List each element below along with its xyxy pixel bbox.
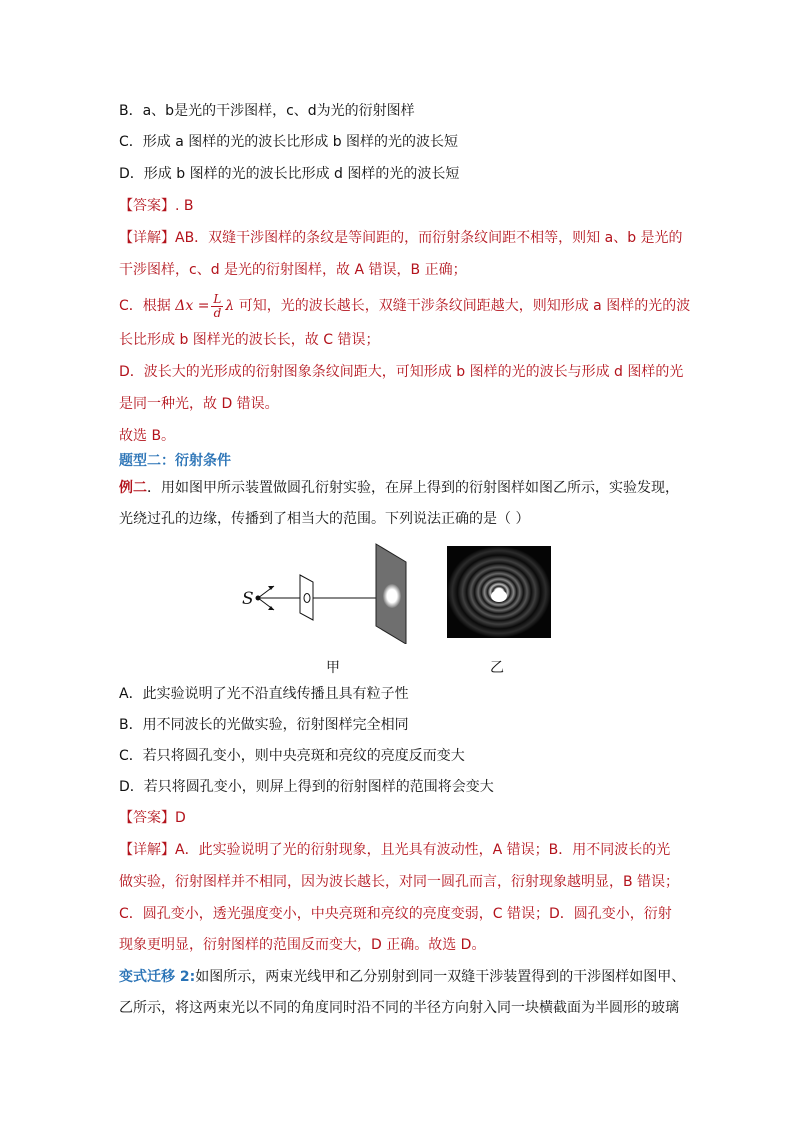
explain-text: AB．双缝干涉图样的条纹是等间距的，而衍射条纹间距不相等，则知 a、b 是光的	[175, 230, 683, 246]
answer-value: D	[175, 810, 186, 826]
caption-jia: 甲	[326, 660, 340, 676]
explain-1-line-1	[119, 228, 683, 248]
figure-diffraction-pattern	[447, 546, 551, 638]
explain-1-line-2: 干涉图样，c、d 是光的衍射图样，故 A 错误，B 正确；	[119, 262, 467, 278]
answer-2	[119, 808, 186, 828]
central-bright-spot	[491, 590, 507, 602]
section-heading: 题型二：衍射条件	[119, 453, 231, 469]
variant-text: 如图所示，两束光线甲和乙分别射到同一双缝干涉装置得到的干涉图样如图甲、	[195, 969, 686, 985]
formula-delta-x: Δx =	[175, 298, 210, 314]
explain-text: A．此实验说明了光的衍射现象，且光具有波动性，A 错误；B．用不同波长的光	[175, 842, 671, 858]
figure-apparatus	[240, 542, 415, 644]
explain-2-line-1	[119, 840, 670, 860]
option-c: C．若只将圆孔变小，则中央亮斑和亮纹的亮度反而变大	[119, 748, 465, 764]
option-b: B．用不同波长的光做实验，衍射图样完全相同	[119, 717, 409, 733]
option-d: D．若只将圆孔变小，则屏上得到的衍射图样的范围将会变大	[119, 779, 494, 795]
variant-tag: 变式迁移 2:	[119, 969, 196, 985]
example-2-line-1	[119, 478, 679, 498]
explain-text: C．根据	[119, 298, 171, 314]
aperture-plate	[300, 575, 313, 620]
explain-1-line-5: D．波长大的光形成的衍射图象条纹间距大，可知形成 b 图样的光的波长与形成 d 图样的光	[119, 364, 684, 380]
screen-bright-spot	[383, 584, 401, 608]
explain-tag: 【详解】	[119, 230, 175, 246]
option-b-prev: B．a、b是光的干涉图样，c、d为光的衍射图样	[119, 103, 415, 119]
variant-line-1	[119, 967, 685, 987]
option-d-prev: D．形成 b 图样的光的波长比形成 d 图样的光的波长短	[119, 166, 460, 182]
formula-denominator: d	[213, 305, 222, 320]
explain-1-line-4: 长比形成 b 图样光的波长长，故 C 错误；	[119, 332, 380, 348]
formula-fraction	[211, 293, 223, 320]
explain-text: 可知，光的波长越长，双缝干涉条纹间距越大，则知形成 a 图样的光的波	[238, 298, 691, 314]
example-tag: 例二	[119, 480, 147, 496]
formula-numerator: L	[213, 291, 222, 306]
explain-tag: 【详解】	[119, 842, 175, 858]
caption-yi: 乙	[490, 660, 504, 676]
answer-tag: 【答案】	[119, 198, 175, 214]
option-a: A．此实验说明了光不沿直线传播且具有粒子性	[119, 686, 409, 702]
formula-lambda: λ	[225, 298, 235, 314]
conclusion-1: 故选 B。	[119, 428, 176, 444]
explain-1-line-6: 是同一种光，故 D 错误。	[119, 396, 279, 412]
explain-2-line-4: 现象更明显，衍射图样的范围反而变大，D 正确。故选 D。	[119, 937, 486, 953]
answer-value: . B	[175, 198, 194, 214]
explain-2-line-3: C．圆孔变小，透光强度变小，中央亮斑和亮纹的亮度变弱，C 错误；D．圆孔变小，衍射	[119, 906, 672, 922]
option-c-prev: C．形成 a 图样的光的波长比形成 b 图样的光的波长短	[119, 134, 459, 150]
source-label: S	[242, 589, 254, 609]
explain-2-line-2: 做实验，衍射图样并不相同，因为波长越长，对同一圆孔而言，衍射现象越明显，B 错误；	[119, 874, 680, 890]
example-text: ．用如图甲所示装置做圆孔衍射实验，在屏上得到的衍射图样如图乙所示，实验发现，	[147, 480, 679, 496]
answer-1	[119, 196, 194, 216]
answer-tag: 【答案】	[119, 810, 175, 826]
variant-line-2: 乙所示，将这两束光以不同的角度同时沿不同的半径方向射入同一块横截面为半圆形的玻璃	[119, 1000, 679, 1016]
explain-1-line-3	[119, 292, 690, 320]
example-2-line-2: 光绕过孔的边缘，传播到了相当大的范围。下列说法正确的是（ ）	[119, 511, 530, 527]
